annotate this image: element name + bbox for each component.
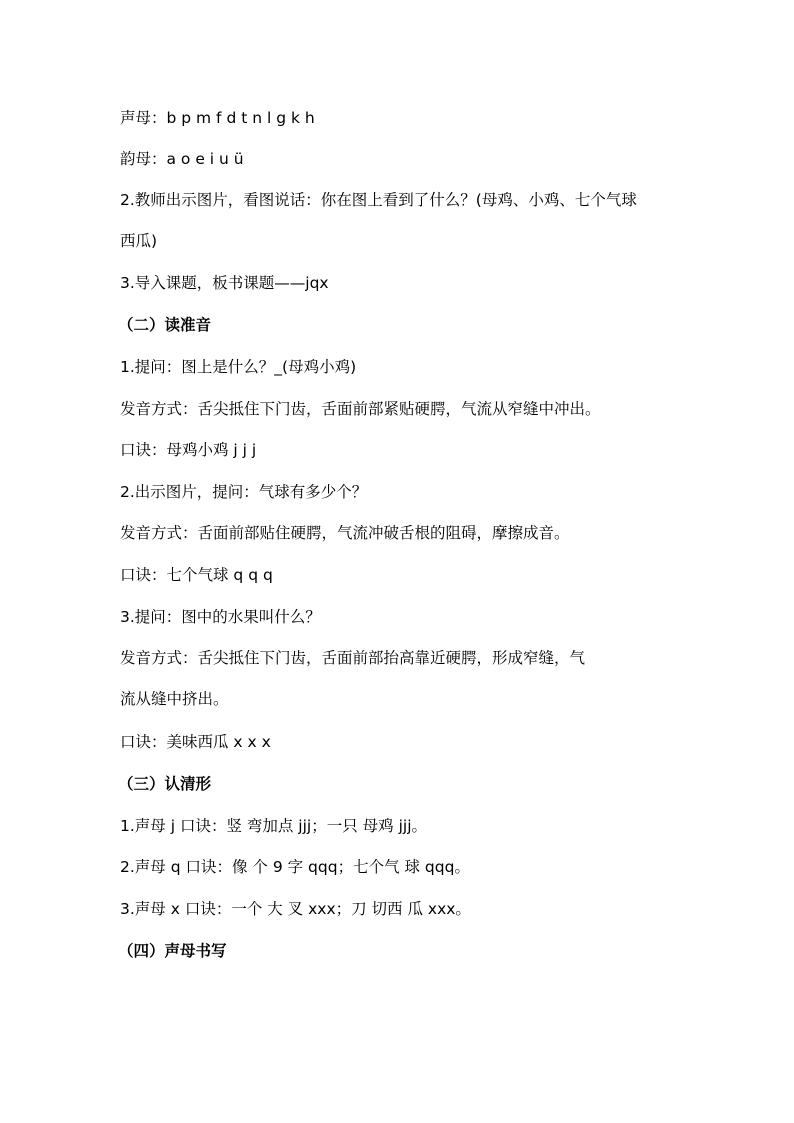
text-line-step-3: 3.导入课题，板书课题——jqx (120, 274, 329, 292)
text-line-shape-x: 3.声母 x 口诀：一个 大 叉 xxx；刀 切西 瓜 xxx。 (120, 900, 471, 918)
text-line-question-1: 1.提问：图上是什么？_(母鸡小鸡) (120, 358, 357, 376)
text-line-question-2: 2.出示图片，提问：气球有多少个？ (120, 483, 368, 501)
text-line-rhyme-x: 口诀：美味西瓜 x x x (120, 733, 271, 751)
text-line-question-3: 3.提问：图中的水果叫什么？ (120, 608, 321, 626)
text-line-finals: 韵母：a o e i u ü (120, 150, 244, 168)
text-line-shape-q: 2.声母 q 口诀：像 个 9 字 qqq；七个气 球 qqq。 (120, 858, 470, 876)
section-heading-3: （三）认清形 (118, 775, 212, 793)
text-line-initials: 声母：b p m f d t n l g k h (120, 109, 315, 127)
text-line-rhyme-j: 口诀：母鸡小鸡 j j j (120, 441, 257, 459)
text-line-pronunciation-q: 发音方式：舌面前部贴住硬腭，气流冲破舌根的阻碍，摩擦成音。 (120, 524, 570, 542)
text-line-shape-j: 1.声母 j 口诀：竖 弯加点 jjj；一只 母鸡 jjj。 (120, 817, 427, 835)
text-line-rhyme-q: 口诀：七个气球 q q q (120, 566, 273, 584)
section-heading-2: （二）读准音 (118, 316, 212, 334)
text-line-step-2: 2.教师出示图片，看图说话：你在图上看到了什么？(母鸡、小鸡、七个气球 (120, 191, 637, 209)
text-line-pronunciation-j: 发音方式：舌尖抵住下门齿，舌面前部紧贴硬腭，气流从窄缝中冲出。 (120, 400, 601, 418)
text-line-pronunciation-x-cont: 流从缝中挤出。 (120, 690, 229, 708)
text-line-step-2-cont: 西瓜) (120, 232, 158, 250)
section-heading-4: （四）声母书写 (118, 942, 227, 960)
text-line-pronunciation-x: 发音方式：舌尖抵住下门齿，舌面前部抬高靠近硬腭，形成窄缝，气 (120, 649, 586, 667)
